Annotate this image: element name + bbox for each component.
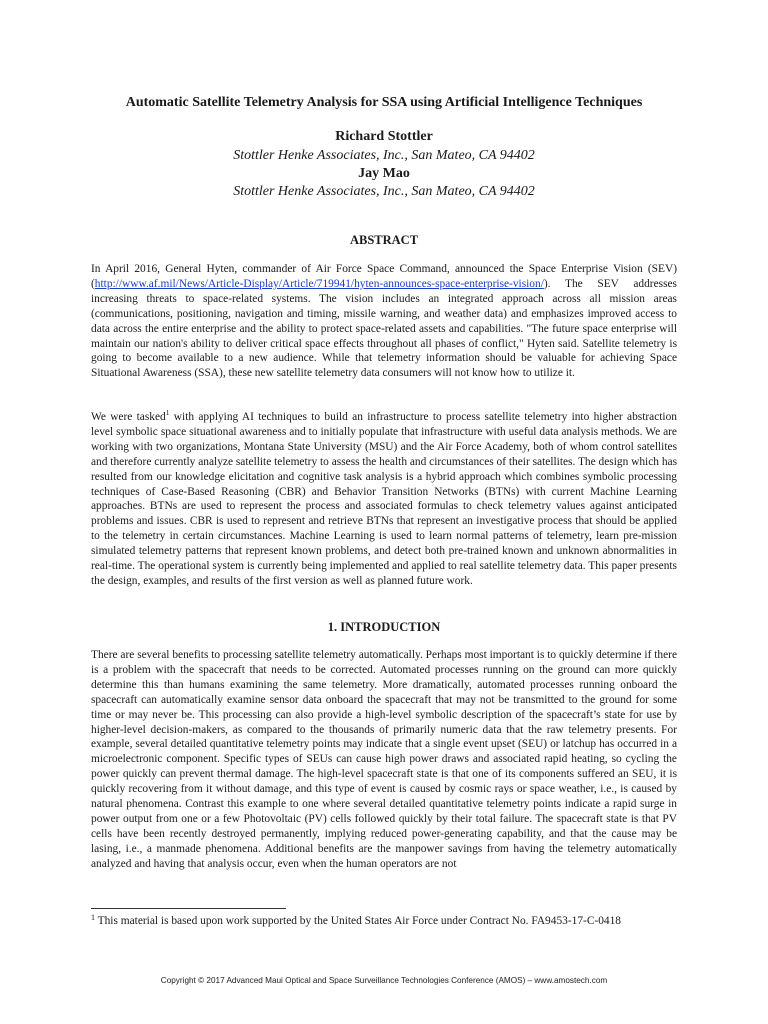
abstract-paragraph bbox=[91, 410, 677, 589]
author-affiliation: Stottler Henke Associates, Inc., San Mateo, CA 94402 bbox=[233, 148, 535, 163]
abstract-paragraph bbox=[91, 262, 677, 381]
paper-title: Automatic Satellite Telemetry Analysis for SSA using Artificial Intelligence Techniques bbox=[125, 95, 643, 110]
footnote bbox=[91, 914, 691, 928]
footnote-marker: 1 bbox=[165, 408, 170, 418]
copyright-notice: Copyright © 2017 Advanced Maui Optical and Space Surveillance Technologies Conference (AMOS) – www.amostech.com bbox=[160, 976, 608, 985]
footnote-text: This material is based upon work supported by the United States Air Force under Contract No. FA9453-17-C-0418 bbox=[95, 915, 621, 927]
author-name: Jay Mao bbox=[358, 166, 410, 181]
section-heading-introduction: 1. INTRODUCTION bbox=[327, 620, 441, 634]
footnote-number: 1 bbox=[91, 913, 95, 922]
abstract-text: In April 2016, General Hyten, commander of Air Force Space Command, announced the Space Enterprise Vision (SEV) ( bbox=[91, 263, 677, 290]
abstract-text: We were tasked bbox=[91, 411, 166, 423]
abstract-heading: ABSTRACT bbox=[349, 233, 419, 247]
author-name: Richard Stottler bbox=[335, 129, 433, 144]
abstract-text: with applying AI techniques to build an infrastructure to process satellite telemetry into higher abstraction level symbolic space situational awareness and to initially populate that infrastructure with useful data analysis methods. We are working with two organizations, Montana State University (MSU) and the Air Force Academy, both of whom control satellites and therefore currently analyze satellite telemetry to assess the health and circumstances of their satellites. The design which has resulted from our knowledge elicitation and cognitive task analysis is a hybrid approach which combines symbolic processing techniques of Case-Based Reasoning (CBR) and Behavior Transition Networks (BTNs) with current Machine Learning approaches. BTNs are used to represent the process and associated formulas to check telemetry values against anticipated problems and issues. CBR is used to represent and retrieve BTNs that represent an investigative process that should be applied to the telemetry in certain circumstances. Machine Learning is used to learn normal patterns of telemetry, learn pre-mission simulated telemetry patterns that represent known problems, and detect both pre-trained known and unknown abnormalities in real-time. The operational system is currently being implemented and applied to real satellite telemetry data. This paper presents the design, examples, and results of the first version as well as planned future work. bbox=[91, 411, 677, 587]
footnote-divider bbox=[91, 908, 286, 909]
abstract-text: ). The SEV addresses increasing threats to space-related systems. The vision includes an integrated approach across all mission areas (communications, positioning, navigation and timing, missile warning, and weather data) and emphasizes improved access to data across the entire enterprise and the ability to protect space-related assets and capabilities. "The future space enterprise will maintain our nation's ability to deliver critical space effects throughout all phases of conflict," Hyten said. Satellite telemetry is going to become available to a new audience. While that telemetry information should be valuable for achieving Space Situational Awareness (SSA), these new satellite telemetry data consumers will not know how to utilize it. bbox=[91, 277, 677, 380]
intro-paragraph: There are several benefits to processing satellite telemetry automatically. Perhaps most important is to quickly determine if there is a problem with the spacecraft that needs to be corrected. Automated processes running on the ground can more quickly determine this than humans examining the same telemetry. More dramatically, automated processes running onboard the spacecraft can automatically examine sensor data onboard the spacecraft that may not be transmitted to the ground for some time or may never be. This processing can also provide a high-level symbolic description of the spacecraft’s state for use by higher-level decision-makers, as compared to the thousands of primarily numeric data that the raw telemetry presents. For example, several detailed quantitative telemetry points may indicate that a single event upset (SEU) or latchup has occurred in a microelectronic component. Specific types of SEUs can cause high power draws and associated rapid heating, so cycling the power quickly can prevent thermal damage. The high-level spacecraft state is that one of its components suffered an SEU, it is quickly recovering from it without damage, and this type of event is caused by cosmic rays or space weather, i.e., is caused by natural phenomena. Contrast this example to one where several detailed quantitative telemetry points indicate a rapid surge in power output from one or a few Photovoltaic (PV) cells followed quickly by their total failure. The spacecraft state is that PV cells have been recently destroyed permanently, implying reduced power-generating capability, and that the cause may be lasing, i.e., a manmade phenomena. Additional benefits are the manpower savings from having the telemetry automatically analyzed and having that analysis occur, even when the human operators are not bbox=[91, 649, 677, 870]
sev-article-link[interactable]: http://www.af.mil/News/Article-Display/Article/719941/hyten-announces-space-enterprise-vision/ bbox=[94, 277, 544, 290]
author-affiliation: Stottler Henke Associates, Inc., San Mateo, CA 94402 bbox=[233, 184, 535, 199]
